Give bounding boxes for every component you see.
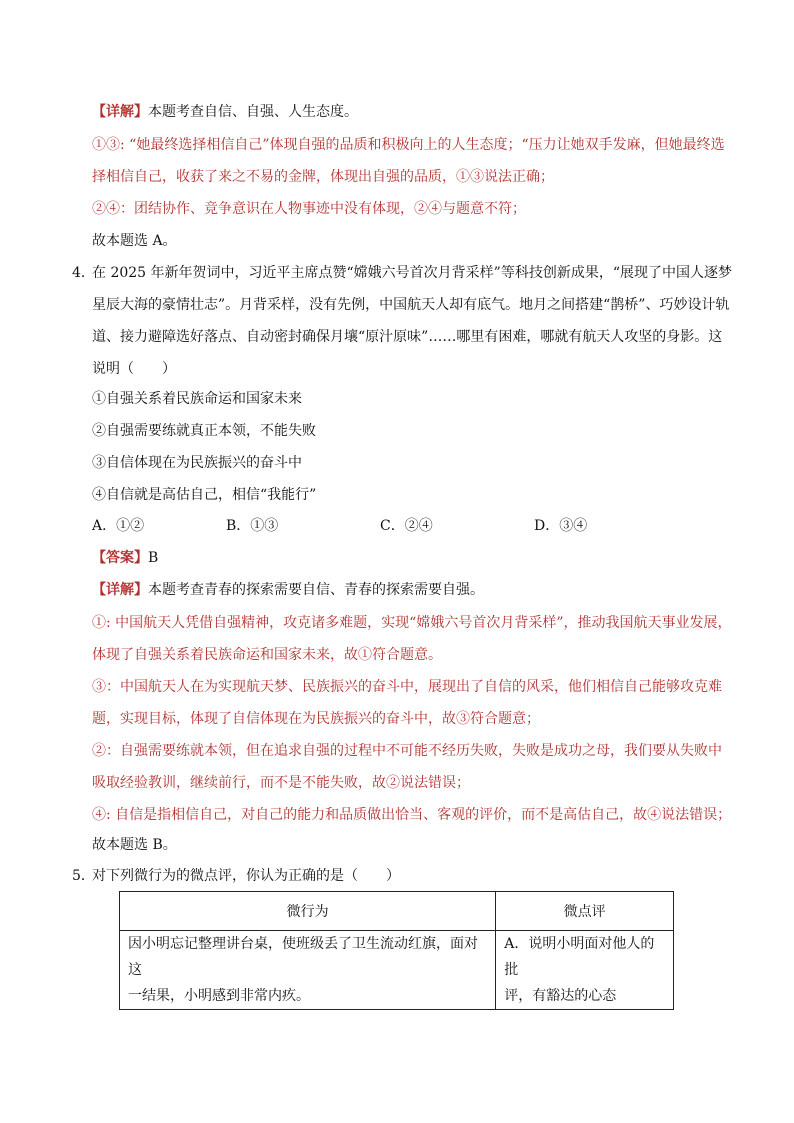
- explain4-line-4: 题，实现目标，体现了自信体现在为民族振兴的奋斗中，故③符合题意；: [92, 711, 540, 727]
- explain4-line-2: 体现了自强关系着民族命运和国家未来，故①符合题意。: [92, 647, 442, 663]
- question-4-stem-2: 星辰大海的豪情壮志”。月背采样，没有先例，中国航天人却有底气。地月之间搭建“鹊桥”、巧妙设计轨: [92, 297, 730, 313]
- explain-intro: 本题考查青春的探索需要自信、青春的探索需要自强。: [148, 582, 484, 598]
- question-4-item-2: ②自强需要练就真正本领，不能失败: [92, 423, 316, 439]
- table-header-comment: 微点评: [496, 892, 674, 931]
- explain3-line-2: 择相信自己，收获了来之不易的金牌，体现出自强的品质，①③说法正确；: [92, 169, 554, 185]
- explain4-line-1: ①: 中国航天人凭借自强精神，攻克诸多难题，实现“嫦娥六号首次月背采样”，推动我国航天事业发展，: [92, 615, 732, 631]
- option-c: C．②④: [380, 518, 433, 534]
- behavior-line-1: 因小明忘记整理讲台桌，使班级丢了卫生流动红旗，面对这: [128, 936, 478, 978]
- behavior-line-2: 一结果，小明感到非常内疚。: [128, 988, 310, 1004]
- question-4-item-1: ①自强关系着民族命运和国家未来: [92, 391, 302, 407]
- explain4-line-7: ④: 自信是指相信自己，对自己的能力和品质做出恰当、客观的评价，而不是高估自己，故④说法错误；: [92, 807, 732, 823]
- question-4-stem-1: 在 2025 年新年贺词中，习近平主席点赞“嫦娥六号首次月背采样”等科技创新成果，“展现了中国人逐梦: [92, 265, 732, 281]
- explain4-conclusion: 故本题选 B。: [92, 837, 177, 853]
- explain4-line-6: 吸取经验教训，继续前行，而不是不能失败，故②说法错误；: [92, 775, 470, 791]
- explain-intro: 本题考查自信、自强、人生态度。: [148, 104, 358, 120]
- table-header-behavior: 微行为: [120, 892, 496, 931]
- question-4-number: 4．: [72, 265, 95, 281]
- question-4-item-3: ③自信体现在为民族振兴的奋斗中: [92, 455, 302, 471]
- question-5-number: 5．: [72, 868, 95, 884]
- table-row: [120, 931, 674, 1010]
- option-b: B．①③: [226, 518, 279, 534]
- question-4-stem-3: 道、接力避障选好落点、自动密封确保月壤“原汁原味”……哪里有困难，哪就有航天人攻坚的身影。这: [92, 329, 723, 345]
- question-5-stem: 对下列微行为的微点评，你认为正确的是（ ）: [92, 868, 400, 884]
- comment-line-2: 评，有豁达的心态: [504, 988, 617, 1004]
- micro-behavior-table: [119, 891, 674, 1010]
- table-header-row: [120, 892, 674, 931]
- question-4-item-4: ④自信就是高估自己，相信“我能行”: [92, 487, 317, 503]
- table-cell-comment: [496, 931, 674, 1010]
- explain4-intro-line: [92, 580, 484, 600]
- answer-line: [92, 548, 158, 568]
- explain-tag: 【详解】: [92, 104, 148, 120]
- explain4-line-5: ②：自强需要练就本领，但在追求自强的过程中不可能不经历失败，失败是成功之母，我们要从失败中: [92, 743, 722, 759]
- explain-tag: 【详解】: [92, 582, 148, 598]
- explain3-line-3: ②④：团结协作、竞争意识在人物事迹中没有体现，②④与题意不符；: [92, 201, 526, 217]
- answer-tag: 【答案】: [92, 550, 148, 566]
- option-d: D．③④: [534, 518, 588, 534]
- explain3-conclusion: 故本题选 A。: [92, 233, 177, 249]
- explain3-intro-line: [92, 102, 358, 122]
- explain3-line-1: ①③: “她最终选择相信自己”体现自强的品质和积极向上的人生态度；“压力让她双手发麻，但她最终选: [92, 137, 725, 153]
- answer-value: B: [148, 550, 159, 566]
- comment-line-1: A．说明小明面对他人的批: [504, 936, 655, 978]
- question-4-stem-4: 说明（ ）: [92, 361, 176, 377]
- table-cell-behavior: [120, 931, 496, 1010]
- explain4-line-3: ③：中国航天人在为实现航天梦、民族振兴的奋斗中，展现出了自信的风采，他们相信自己能够攻克难: [92, 679, 722, 695]
- option-a: A．①②: [92, 518, 145, 534]
